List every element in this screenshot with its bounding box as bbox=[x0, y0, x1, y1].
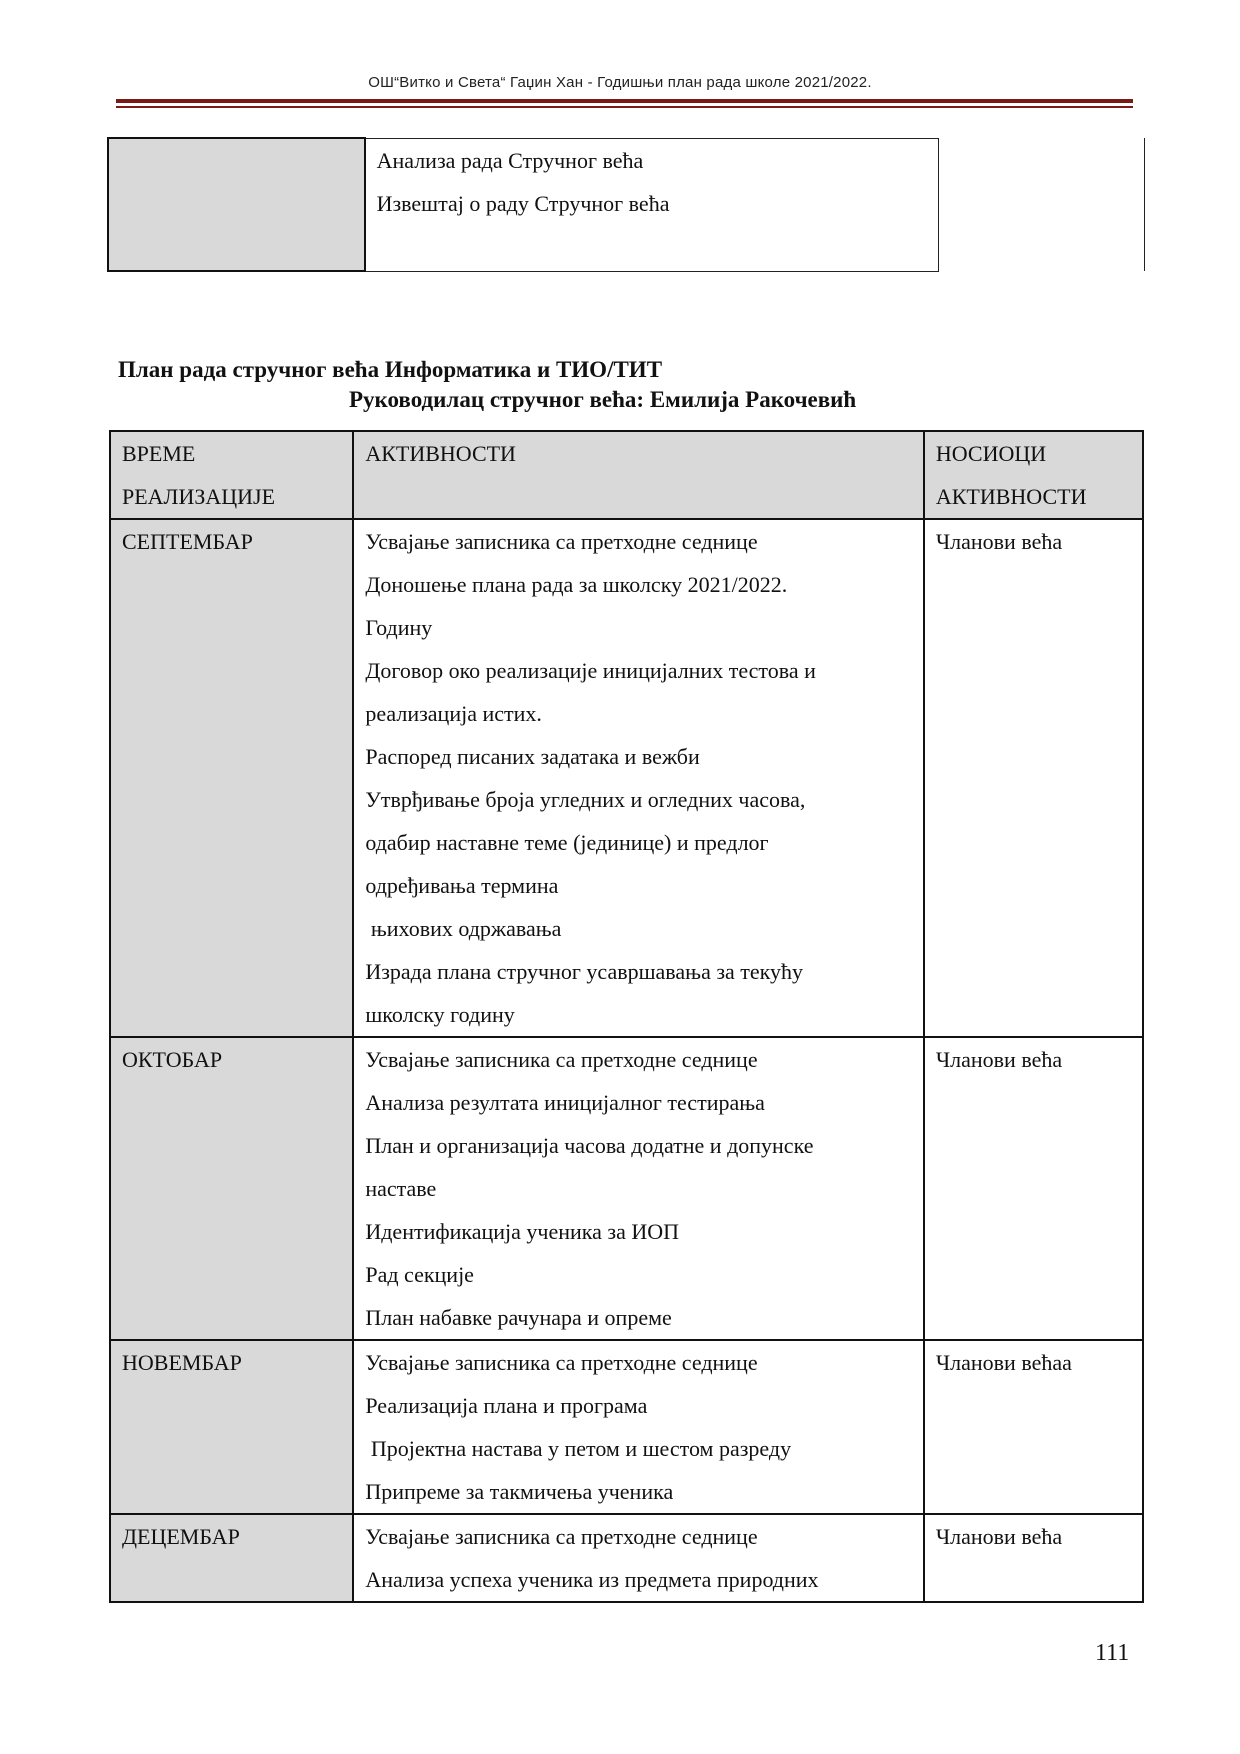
activity-line: Извештај о раду Стручног већа bbox=[376, 190, 670, 216]
page-header: ОШ“Витко и Света“ Гаџин Хан - Годишњи план рада школе 2021/2022. bbox=[368, 74, 872, 91]
activity-line: Анализа рада Стручног већа bbox=[376, 147, 644, 173]
activity-line: Утврђивање броја угледних и огледних часова, bbox=[365, 787, 806, 812]
carryover-carrier-cell bbox=[939, 138, 1145, 271]
header-rule-thin bbox=[116, 106, 1133, 108]
header-time: ВРЕМЕ РЕАЛИЗАЦИЈЕ bbox=[110, 431, 353, 519]
table-row bbox=[110, 1037, 1143, 1340]
table-header-row bbox=[110, 431, 1143, 519]
activity-line: одабир наставне теме (јединице) и предлог bbox=[365, 830, 769, 855]
activities-cell bbox=[353, 1340, 924, 1514]
activity-line: Усвајање записника са претходне седнице bbox=[365, 1047, 758, 1072]
activity-line: Усвајање записника са претходне седнице bbox=[365, 1350, 758, 1375]
activity-line: План набавке рачунара и опреме bbox=[365, 1305, 672, 1330]
activity-line: Анализа резултата иницијалног тестирања bbox=[365, 1090, 765, 1115]
carryover-time-cell bbox=[108, 138, 365, 271]
carrier-cell: Чланови већаа bbox=[924, 1340, 1143, 1514]
carrier-cell: Чланови већа bbox=[924, 1514, 1143, 1602]
activity-line: Рад секције bbox=[365, 1262, 474, 1287]
activity-line: реализација истих. bbox=[365, 701, 542, 726]
activity-line: школску годину bbox=[365, 1002, 515, 1027]
carryover-table bbox=[107, 137, 1145, 272]
activity-line: Годину bbox=[365, 615, 433, 640]
month-cell: ДЕЦЕМБАР bbox=[110, 1514, 353, 1602]
month-cell: СЕПТЕМБАР bbox=[110, 519, 353, 1037]
activity-line: Доношење плана рада за школску 2021/2022. bbox=[365, 572, 788, 597]
header-activities: АКТИВНОСТИ bbox=[353, 431, 924, 519]
activities-cell bbox=[353, 519, 924, 1037]
activity-line: њихових одржавања bbox=[365, 916, 562, 941]
activities-cell bbox=[353, 1514, 924, 1602]
activity-line: Реализација плана и програма bbox=[365, 1393, 648, 1418]
carryover-activities-cell bbox=[365, 138, 939, 271]
activity-line: Пројектна настава у петом и шестом разреду bbox=[365, 1436, 792, 1461]
carrier-cell: Чланови већа bbox=[924, 1037, 1143, 1340]
header-carriers: НОСИОЦИ АКТИВНОСТИ bbox=[924, 431, 1143, 519]
section-leader: Руководилац стручног већа: Емилија Ракочевић bbox=[349, 387, 857, 412]
month-cell: НОВЕМБАР bbox=[110, 1340, 353, 1514]
plan-table bbox=[109, 430, 1144, 1603]
activity-line: Договор око реализације иницијалних тестова и bbox=[365, 658, 816, 683]
activity-line: Припреме за такмичења ученика bbox=[365, 1479, 674, 1504]
page-number: 111 bbox=[1095, 1640, 1130, 1666]
activity-line: Израда плана стручног усавршавања за текућу bbox=[365, 959, 804, 984]
month-cell: ОКТОБАР bbox=[110, 1037, 353, 1340]
activity-line: Идентификација ученика за ИОП bbox=[365, 1219, 680, 1244]
activities-cell bbox=[353, 1037, 924, 1340]
header-rule bbox=[116, 99, 1133, 103]
activity-line: Анализа успеха ученика из предмета природних bbox=[365, 1567, 819, 1592]
section-title: План рада стручног већа Информатика и ТИО/ТИТ bbox=[118, 357, 663, 382]
table-row bbox=[110, 1340, 1143, 1514]
activity-line: План и организација часова додатне и допунске bbox=[365, 1133, 814, 1158]
activity-line: Усвајање записника са претходне седнице bbox=[365, 1524, 758, 1549]
activity-line: одређивања термина bbox=[365, 873, 559, 898]
activity-line: Усвајање записника са претходне седнице bbox=[365, 529, 758, 554]
carrier-cell: Чланови већа bbox=[924, 519, 1143, 1037]
activity-line: Распоред писаних задатака и вежби bbox=[365, 744, 700, 769]
activity-line: наставе bbox=[365, 1176, 437, 1201]
table-row bbox=[110, 1514, 1143, 1602]
table-row bbox=[110, 519, 1143, 1037]
